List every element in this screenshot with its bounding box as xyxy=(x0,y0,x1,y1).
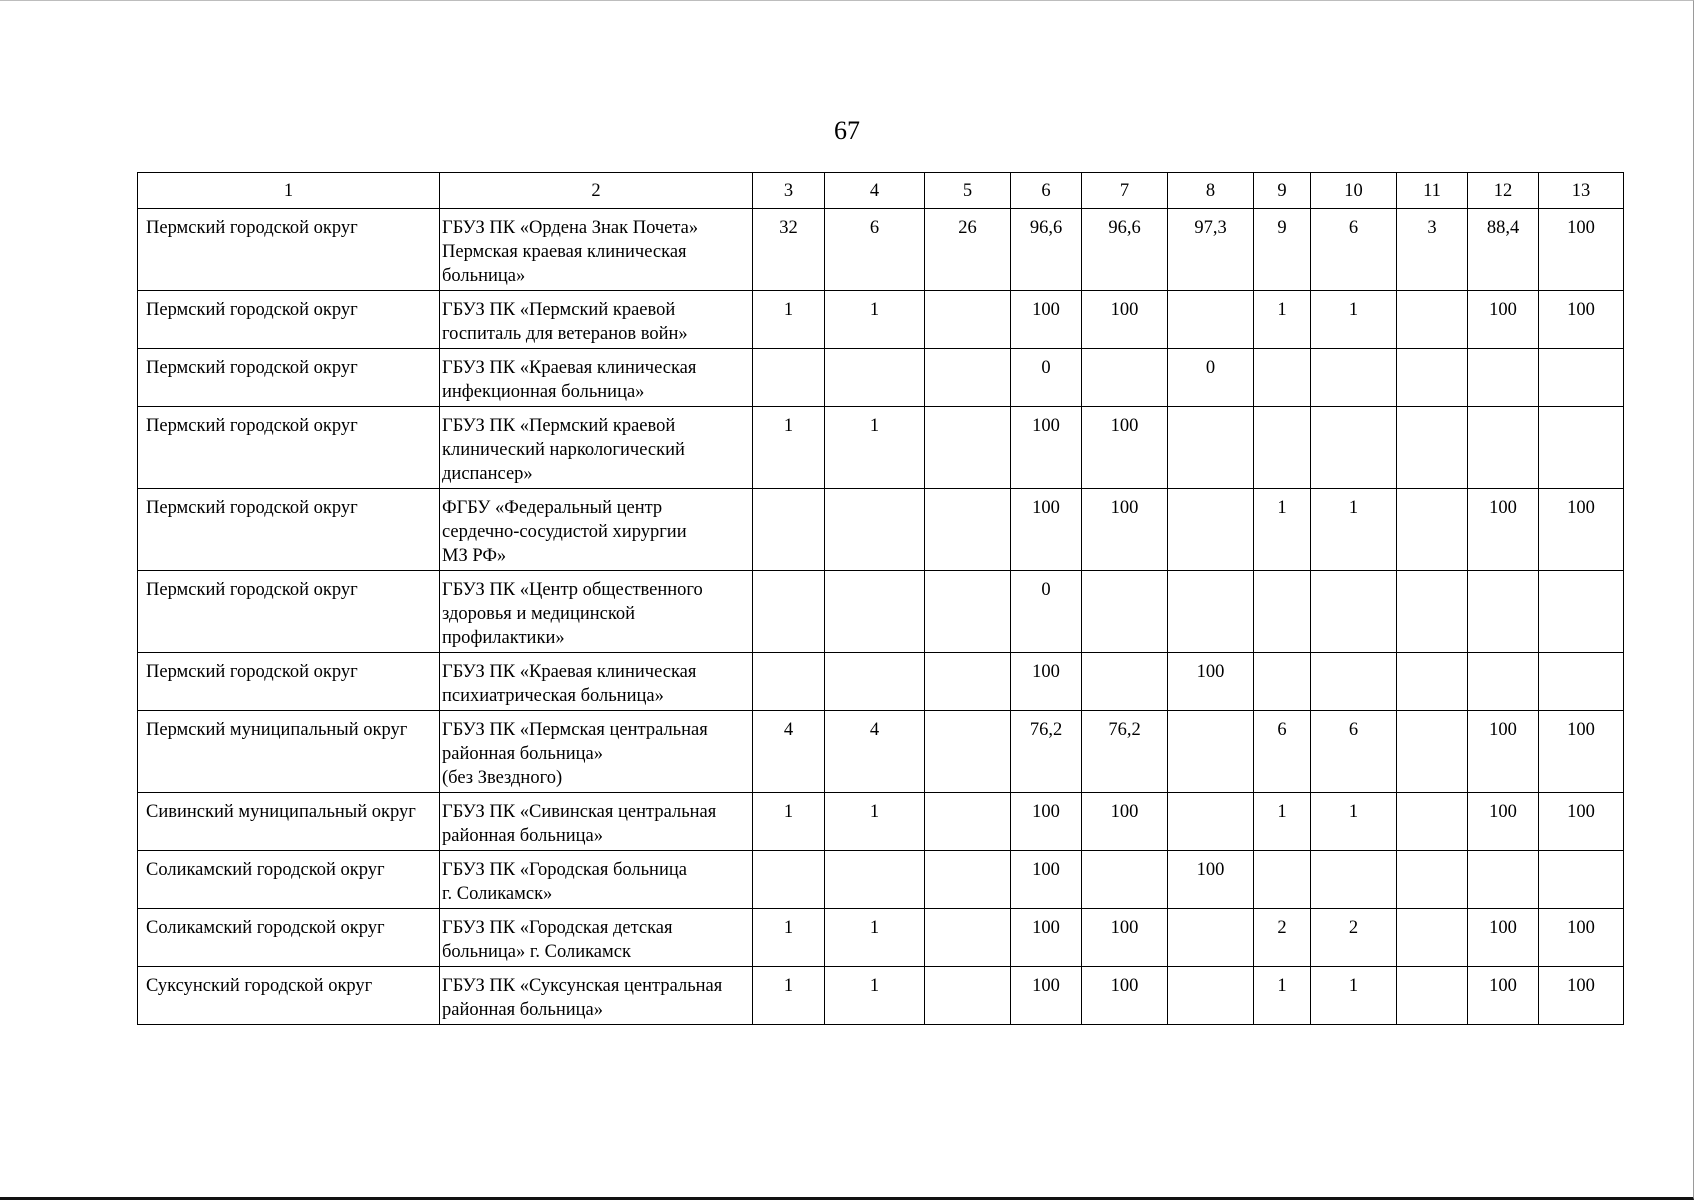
value-cell-col-5 xyxy=(925,407,1011,489)
value-cell-col-3 xyxy=(753,571,825,653)
value-cell-col-3: 1 xyxy=(753,909,825,967)
value-cell-col-13: 100 xyxy=(1539,209,1624,291)
value-cell-col-12: 100 xyxy=(1468,489,1539,571)
territory-cell: Пермский городской округ xyxy=(138,653,440,711)
value-cell-col-4 xyxy=(825,851,925,909)
value-cell-col-11 xyxy=(1397,711,1468,793)
institution-cell xyxy=(440,349,753,407)
institution-line: (без Звездного) xyxy=(442,768,563,788)
institution-line: госпиталь для ветеранов войн» xyxy=(442,324,688,344)
value-cell-col-5 xyxy=(925,793,1011,851)
value-cell-col-12: 100 xyxy=(1468,967,1539,1025)
value-cell-col-3 xyxy=(753,851,825,909)
value-cell-col-6: 96,6 xyxy=(1011,209,1082,291)
institution-cell xyxy=(440,711,753,793)
value-cell-col-5 xyxy=(925,291,1011,349)
value-cell-col-3: 32 xyxy=(753,209,825,291)
institution-line: Пермская краевая клиническая xyxy=(442,242,687,262)
value-cell-col-11 xyxy=(1397,909,1468,967)
institution-cell xyxy=(440,967,753,1025)
value-cell-col-12: 100 xyxy=(1468,291,1539,349)
value-cell-col-13: 100 xyxy=(1539,291,1624,349)
institution-line: ГБУЗ ПК «Пермский краевой xyxy=(442,416,676,436)
value-cell-col-5 xyxy=(925,909,1011,967)
value-cell-col-10: 1 xyxy=(1311,489,1397,571)
value-cell-col-6: 100 xyxy=(1011,489,1082,571)
value-cell-col-8: 100 xyxy=(1168,653,1254,711)
value-cell-col-3: 1 xyxy=(753,793,825,851)
value-cell-col-10: 1 xyxy=(1311,291,1397,349)
value-cell-col-7 xyxy=(1082,851,1168,909)
territory-cell: Пермский муниципальный округ xyxy=(138,711,440,793)
value-cell-col-7 xyxy=(1082,653,1168,711)
territory-cell: Соликамский городской округ xyxy=(138,909,440,967)
territory-cell: Пермский городской округ xyxy=(138,291,440,349)
value-cell-col-10 xyxy=(1311,653,1397,711)
institution-line: ГБУЗ ПК «Сивинская центральная xyxy=(442,802,717,822)
value-cell-col-12 xyxy=(1468,349,1539,407)
institution-line: ГБУЗ ПК «Ордена Знак Почета» xyxy=(442,218,699,238)
value-cell-col-6: 0 xyxy=(1011,571,1082,653)
value-cell-col-3 xyxy=(753,349,825,407)
column-header-1: 1 xyxy=(138,173,440,209)
value-cell-col-7: 76,2 xyxy=(1082,711,1168,793)
value-cell-col-8: 0 xyxy=(1168,349,1254,407)
value-cell-col-5: 26 xyxy=(925,209,1011,291)
territory-cell: Пермский городской округ xyxy=(138,407,440,489)
value-cell-col-7 xyxy=(1082,571,1168,653)
value-cell-col-12 xyxy=(1468,851,1539,909)
value-cell-col-7: 100 xyxy=(1082,967,1168,1025)
value-cell-col-13 xyxy=(1539,851,1624,909)
value-cell-col-7: 100 xyxy=(1082,793,1168,851)
institution-cell xyxy=(440,851,753,909)
institution-line: больница» г. Соликамск xyxy=(442,942,631,962)
value-cell-col-12 xyxy=(1468,571,1539,653)
table-row xyxy=(138,349,1624,407)
value-cell-col-10 xyxy=(1311,349,1397,407)
value-cell-col-5 xyxy=(925,571,1011,653)
institution-line: больница» xyxy=(442,266,526,286)
table-row xyxy=(138,851,1624,909)
territory-cell: Пермский городской округ xyxy=(138,571,440,653)
table-header xyxy=(138,173,1624,209)
value-cell-col-13 xyxy=(1539,407,1624,489)
value-cell-col-4 xyxy=(825,349,925,407)
value-cell-col-7: 100 xyxy=(1082,909,1168,967)
institution-line: ГБУЗ ПК «Пермский краевой xyxy=(442,300,676,320)
value-cell-col-13 xyxy=(1539,571,1624,653)
value-cell-col-9: 9 xyxy=(1254,209,1311,291)
value-cell-col-6: 76,2 xyxy=(1011,711,1082,793)
value-cell-col-9: 1 xyxy=(1254,489,1311,571)
institution-line: районная больница» xyxy=(442,1000,604,1020)
table-row xyxy=(138,407,1624,489)
institution-cell xyxy=(440,653,753,711)
column-header-4: 4 xyxy=(825,173,925,209)
territory-cell: Суксунский городской округ xyxy=(138,967,440,1025)
value-cell-col-13 xyxy=(1539,653,1624,711)
value-cell-col-3: 1 xyxy=(753,967,825,1025)
value-cell-col-6: 100 xyxy=(1011,909,1082,967)
column-header-8: 8 xyxy=(1168,173,1254,209)
value-cell-col-4: 1 xyxy=(825,407,925,489)
value-cell-col-11 xyxy=(1397,851,1468,909)
column-header-6: 6 xyxy=(1011,173,1082,209)
value-cell-col-4: 4 xyxy=(825,711,925,793)
value-cell-col-12: 100 xyxy=(1468,909,1539,967)
column-header-12: 12 xyxy=(1468,173,1539,209)
value-cell-col-10: 6 xyxy=(1311,711,1397,793)
table-row xyxy=(138,489,1624,571)
value-cell-col-11 xyxy=(1397,571,1468,653)
institution-cell xyxy=(440,407,753,489)
table-row xyxy=(138,909,1624,967)
institution-line: МЗ РФ» xyxy=(442,546,507,566)
value-cell-col-10: 1 xyxy=(1311,967,1397,1025)
institution-line: диспансер» xyxy=(442,464,533,484)
value-cell-col-8 xyxy=(1168,571,1254,653)
value-cell-col-7: 100 xyxy=(1082,489,1168,571)
value-cell-col-12 xyxy=(1468,407,1539,489)
territory-cell: Пермский городской округ xyxy=(138,489,440,571)
value-cell-col-8 xyxy=(1168,793,1254,851)
data-table xyxy=(137,172,1624,1025)
value-cell-col-11 xyxy=(1397,489,1468,571)
value-cell-col-12 xyxy=(1468,653,1539,711)
column-header-10: 10 xyxy=(1311,173,1397,209)
value-cell-col-11 xyxy=(1397,967,1468,1025)
value-cell-col-3 xyxy=(753,489,825,571)
value-cell-col-8 xyxy=(1168,967,1254,1025)
value-cell-col-3: 4 xyxy=(753,711,825,793)
institution-cell xyxy=(440,793,753,851)
table-row xyxy=(138,711,1624,793)
value-cell-col-10: 6 xyxy=(1311,209,1397,291)
table-row xyxy=(138,291,1624,349)
value-cell-col-9 xyxy=(1254,653,1311,711)
value-cell-col-13: 100 xyxy=(1539,793,1624,851)
institution-line: районная больница» xyxy=(442,826,604,846)
value-cell-col-11 xyxy=(1397,407,1468,489)
value-cell-col-4: 1 xyxy=(825,291,925,349)
value-cell-col-8: 100 xyxy=(1168,851,1254,909)
value-cell-col-8: 97,3 xyxy=(1168,209,1254,291)
value-cell-col-9 xyxy=(1254,349,1311,407)
value-cell-col-11 xyxy=(1397,291,1468,349)
value-cell-col-4: 1 xyxy=(825,967,925,1025)
institution-line: ГБУЗ ПК «Городская больница xyxy=(442,860,687,880)
value-cell-col-4 xyxy=(825,571,925,653)
institution-cell xyxy=(440,291,753,349)
value-cell-col-13: 100 xyxy=(1539,711,1624,793)
page-number: 67 xyxy=(834,116,860,145)
value-cell-col-6: 100 xyxy=(1011,291,1082,349)
value-cell-col-7: 100 xyxy=(1082,407,1168,489)
column-header-9: 9 xyxy=(1254,173,1311,209)
value-cell-col-7 xyxy=(1082,349,1168,407)
value-cell-col-12: 100 xyxy=(1468,793,1539,851)
value-cell-col-8 xyxy=(1168,489,1254,571)
column-header-5: 5 xyxy=(925,173,1011,209)
value-cell-col-3 xyxy=(753,653,825,711)
value-cell-col-10: 1 xyxy=(1311,793,1397,851)
institution-line: ГБУЗ ПК «Суксунская центральная xyxy=(442,976,723,996)
value-cell-col-9: 1 xyxy=(1254,793,1311,851)
value-cell-col-6: 100 xyxy=(1011,967,1082,1025)
institution-line: районная больница» xyxy=(442,744,604,764)
value-cell-col-3: 1 xyxy=(753,291,825,349)
institution-line: ГБУЗ ПК «Пермская центральная xyxy=(442,720,708,740)
institution-line: ФГБУ «Федеральный центр xyxy=(442,498,663,518)
institution-cell xyxy=(440,571,753,653)
value-cell-col-8 xyxy=(1168,711,1254,793)
institution-line: здоровья и медицинской xyxy=(442,604,636,624)
value-cell-col-9: 2 xyxy=(1254,909,1311,967)
territory-cell: Соликамский городской округ xyxy=(138,851,440,909)
institution-line: инфекционная больница» xyxy=(442,382,645,402)
table-row xyxy=(138,209,1624,291)
institution-line: психиатрическая больница» xyxy=(442,686,664,706)
value-cell-col-6: 100 xyxy=(1011,851,1082,909)
value-cell-col-6: 100 xyxy=(1011,407,1082,489)
table-row xyxy=(138,653,1624,711)
value-cell-col-10 xyxy=(1311,851,1397,909)
value-cell-col-11: 3 xyxy=(1397,209,1468,291)
value-cell-col-12: 100 xyxy=(1468,711,1539,793)
value-cell-col-13: 100 xyxy=(1539,967,1624,1025)
value-cell-col-8 xyxy=(1168,909,1254,967)
value-cell-col-5 xyxy=(925,489,1011,571)
value-cell-col-9 xyxy=(1254,851,1311,909)
institution-cell xyxy=(440,909,753,967)
value-cell-col-5 xyxy=(925,653,1011,711)
institution-line: ГБУЗ ПК «Центр общественного xyxy=(442,580,703,600)
institution-line: ГБУЗ ПК «Городская детская xyxy=(442,918,673,938)
value-cell-col-8 xyxy=(1168,291,1254,349)
value-cell-col-5 xyxy=(925,711,1011,793)
territory-cell: Пермский городской округ xyxy=(138,209,440,291)
value-cell-col-4: 1 xyxy=(825,793,925,851)
value-cell-col-13: 100 xyxy=(1539,909,1624,967)
column-header-3: 3 xyxy=(753,173,825,209)
institution-line: ГБУЗ ПК «Краевая клиническая xyxy=(442,662,697,682)
value-cell-col-13: 100 xyxy=(1539,489,1624,571)
value-cell-col-11 xyxy=(1397,349,1468,407)
value-cell-col-6: 100 xyxy=(1011,653,1082,711)
institution-cell xyxy=(440,209,753,291)
institution-line: профилактики» xyxy=(442,628,565,648)
value-cell-col-5 xyxy=(925,349,1011,407)
value-cell-col-10 xyxy=(1311,571,1397,653)
institution-line: г. Соликамск» xyxy=(442,884,553,904)
institution-line: ГБУЗ ПК «Краевая клиническая xyxy=(442,358,697,378)
header-row xyxy=(138,173,1624,209)
territory-cell: Пермский городской округ xyxy=(138,349,440,407)
value-cell-col-13 xyxy=(1539,349,1624,407)
value-cell-col-4: 1 xyxy=(825,909,925,967)
table-row xyxy=(138,793,1624,851)
value-cell-col-3: 1 xyxy=(753,407,825,489)
value-cell-col-10 xyxy=(1311,407,1397,489)
value-cell-col-12: 88,4 xyxy=(1468,209,1539,291)
institution-cell xyxy=(440,489,753,571)
column-header-11: 11 xyxy=(1397,173,1468,209)
territory-cell: Сивинский муниципальный округ xyxy=(138,793,440,851)
value-cell-col-11 xyxy=(1397,793,1468,851)
value-cell-col-9: 1 xyxy=(1254,967,1311,1025)
value-cell-col-9 xyxy=(1254,571,1311,653)
column-header-2: 2 xyxy=(440,173,753,209)
value-cell-col-5 xyxy=(925,967,1011,1025)
value-cell-col-9: 1 xyxy=(1254,291,1311,349)
value-cell-col-6: 0 xyxy=(1011,349,1082,407)
institution-line: клинический наркологический xyxy=(442,440,685,460)
table-body xyxy=(138,209,1624,1025)
value-cell-col-4 xyxy=(825,653,925,711)
column-header-7: 7 xyxy=(1082,173,1168,209)
value-cell-col-6: 100 xyxy=(1011,793,1082,851)
value-cell-col-9: 6 xyxy=(1254,711,1311,793)
value-cell-col-10: 2 xyxy=(1311,909,1397,967)
column-header-13: 13 xyxy=(1539,173,1624,209)
institution-line: сердечно-сосудистой хирургии xyxy=(442,522,687,542)
value-cell-col-4: 6 xyxy=(825,209,925,291)
value-cell-col-7: 100 xyxy=(1082,291,1168,349)
table-row xyxy=(138,967,1624,1025)
value-cell-col-5 xyxy=(925,851,1011,909)
value-cell-col-8 xyxy=(1168,407,1254,489)
value-cell-col-4 xyxy=(825,489,925,571)
value-cell-col-9 xyxy=(1254,407,1311,489)
value-cell-col-7: 96,6 xyxy=(1082,209,1168,291)
table-row xyxy=(138,571,1624,653)
value-cell-col-11 xyxy=(1397,653,1468,711)
